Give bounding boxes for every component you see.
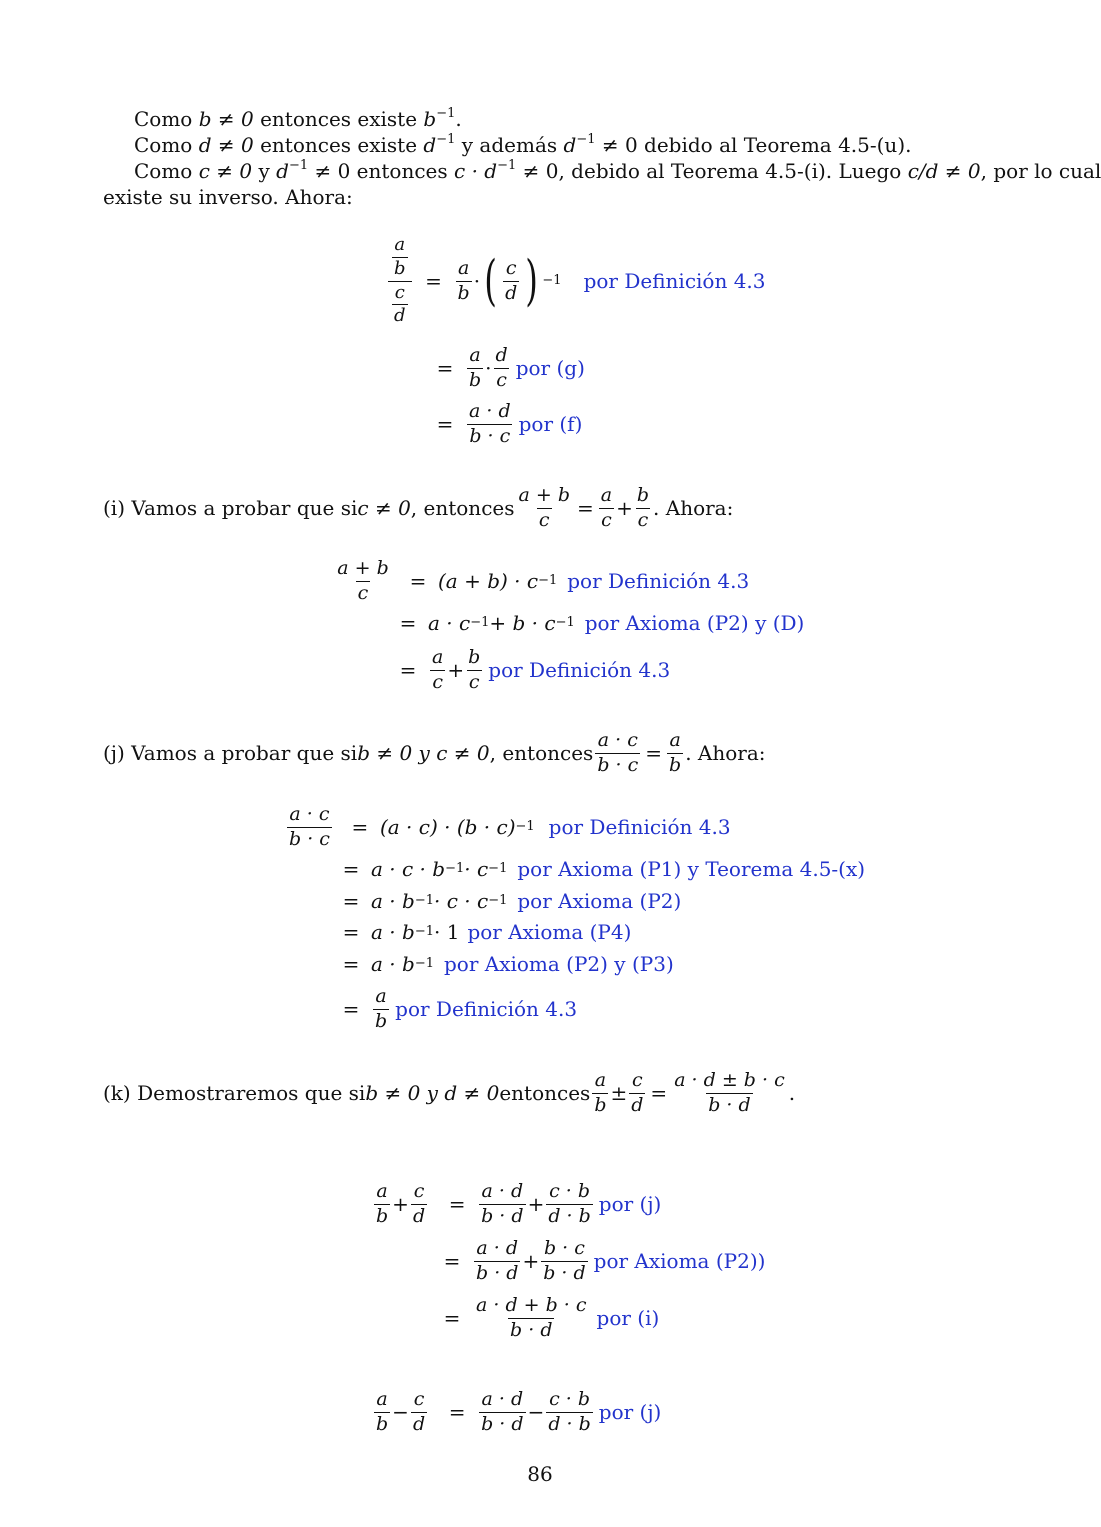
part-j-line-3: = a · b −1 · c · c −1 por Axioma (P2) [342, 889, 682, 913]
block1-line-1: $\frac{\frac{a}{b}}{\frac{c}{d}}$ = $\frac{a}{b}$ · ( $\frac{c}{d}$ ) −1 por Definición 4.3 [386, 228, 766, 334]
intro-line-3: Como c ≠ 0 y $d^{-1} \ne 0$ entonces $c \cdot d^{-1} \ne 0$, debido al Teorema 4.5-(i). Luego c/d ≠ 0, por lo cual [134, 158, 1101, 183]
part-j-line-5: = a · b −1 por Axioma (P2) y (P3) [342, 952, 674, 976]
part-k-sum-line-3: = $\frac{a \cdot d + b \cdot c}{b \cdot d}$ por (i) [443, 1293, 660, 1341]
intro-line-2: Como d ≠ 0 entonces existe $d^{-1}$ y además $d^{-1} \ne 0$ debido al Teorema 4.5-(u). [134, 132, 912, 157]
reason: por (j) [598, 1192, 662, 1216]
reason: por Axioma (P4) [467, 920, 632, 944]
part-i-line-2: = a · c −1 + b · c −1 por Axioma (P2) y (D) [399, 611, 805, 635]
reason: por (g) [515, 356, 585, 380]
part-j-line-1: $\frac{a \cdot c}{b \cdot c}$ = (a · c) · (b · c) −1 por Definición 4.3 [289, 802, 731, 850]
intro-line-4: existe su inverso. Ahora: [103, 185, 353, 209]
reason: por Axioma (P2)) [593, 1249, 766, 1273]
part-j-line-6: = $\frac{a}{b}$ por Definición 4.3 [342, 984, 578, 1032]
part-i-line-3: = $\frac{a}{c}$ + $\frac{b}{c}$ por Definición 4.3 [399, 645, 671, 693]
reason: por Definición 4.3 [395, 997, 578, 1021]
intro-line-1: Como b ≠ 0 entonces existe $b^{-1}$. [134, 106, 462, 131]
reason: por Axioma (P1) y Teorema 4.5-(x) [517, 857, 866, 881]
part-k-statement: (k) Demostraremos que si b ≠ 0 y d ≠ 0 entonces $\frac{a}{b}$ ± $\frac{c}{d}$ = $\frac{a \cdot d \pm b \cdot c}{b \cdot d}$ . [103, 1068, 796, 1116]
reason: por Axioma (P2) [517, 889, 682, 913]
reason: por Axioma (P2) y (P3) [443, 952, 674, 976]
part-i-statement: (i) Vamos a probar que si c ≠ 0 , entonces $\frac{a + b}{c}$ = $\frac{a}{c}$ + $\frac{b}{c}$ . Ahora: [103, 483, 734, 531]
part-j-statement: (j) Vamos a probar que si b ≠ 0 y c ≠ 0 , entonces $\frac{a \cdot c}{b \cdot c}$ = $\frac{a}{b}$ . Ahora: [103, 728, 766, 776]
part-k-sum-line-1: $\frac{a}{b}$ + $\frac{c}{d}$ = $\frac{a \cdot d}{b \cdot d}$ + $\frac{c \cdot b}{d \cdot b}$ por (j) [376, 1179, 662, 1227]
block1-line-2: = $\frac{a}{b}$ · $\frac{d}{c}$ por (g) [436, 343, 585, 391]
page-number: 86 [527, 1462, 553, 1486]
reason: por (i) [596, 1306, 660, 1330]
reason: por Definición 4.3 [488, 658, 671, 682]
part-i-line-1: $\frac{a + b}{c}$ = (a + b) · c −1 por Definición 4.3 [337, 556, 750, 604]
reason: por (j) [598, 1400, 662, 1424]
reason: por Axioma (P2) y (D) [584, 611, 805, 635]
part-j-line-2: = a · c · b −1 · c −1 por Axioma (P1) y Teorema 4.5-(x) [342, 857, 866, 881]
reason: por (f) [518, 412, 583, 436]
compound-fraction: $\frac{\frac{a}{b}}{\frac{c}{d}}$ [388, 236, 412, 327]
block1-line-3: = $\frac{a \cdot d}{b \cdot c}$ por (f) [436, 399, 583, 447]
part-k-diff-line-1: $\frac{a}{b}$ − $\frac{c}{d}$ = $\frac{a \cdot d}{b \cdot d}$ − $\frac{c \cdot b}{d \cdot b}$ por (j) [376, 1387, 662, 1435]
reason: por Definición 4.3 [567, 569, 750, 593]
reason: por Definición 4.3 [583, 269, 766, 293]
reason: por Definición 4.3 [548, 815, 731, 839]
part-j-line-4: = a · b −1 · 1 por Axioma (P4) [342, 920, 632, 944]
part-k-sum-line-2: = $\frac{a \cdot d}{b \cdot d}$ + $\frac{b \cdot c}{b \cdot d}$ por Axioma (P2)) [443, 1236, 766, 1284]
